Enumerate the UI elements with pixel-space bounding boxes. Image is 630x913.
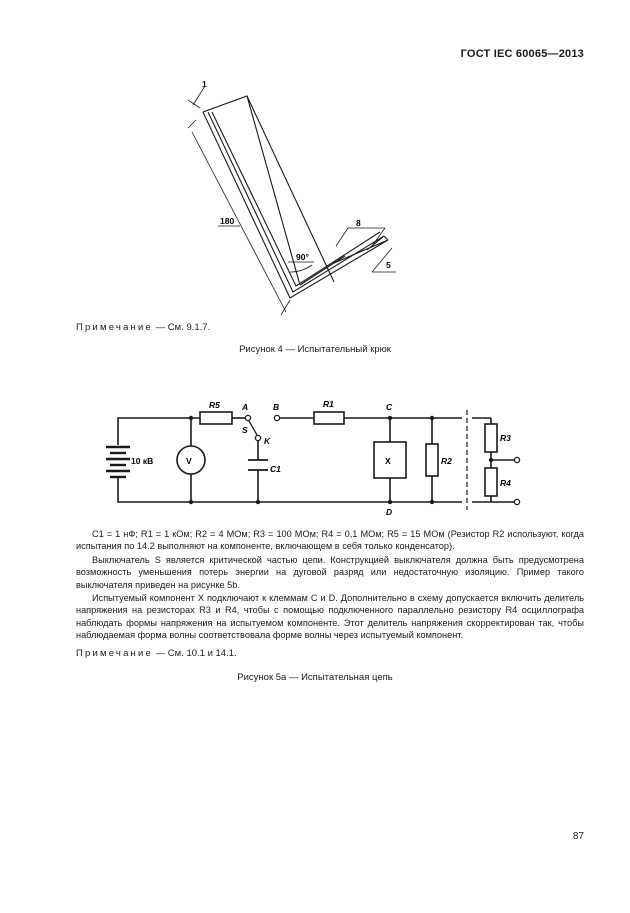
label-source: 10 кВ bbox=[131, 456, 154, 466]
label-r4: R4 bbox=[500, 478, 511, 488]
label-v: V bbox=[186, 456, 192, 466]
label-d: D bbox=[386, 507, 393, 517]
label-r3: R3 bbox=[500, 433, 511, 443]
figure5a-note bbox=[76, 648, 237, 659]
figure4-note bbox=[76, 322, 210, 333]
figure4-caption: Рисунок 4 — Испытательный крюк bbox=[239, 344, 391, 355]
figure5a-caption: Рисунок 5а — Испытательная цепь bbox=[237, 672, 393, 683]
component-values-text: C1 = 1 нФ; R1 = 1 кОм; R2 = 4 МОм; R3 = 100 МОм; R4 = 0,1 МОм; R5 = 15 МОм (Резистор R2 используют, когда испытания по 14.2 выполняют на компоненте, включающем в себя только конденсатор). bbox=[76, 529, 584, 552]
label-r2: R2 bbox=[441, 456, 452, 466]
label-c1: C1 bbox=[270, 464, 281, 474]
page-number: 87 bbox=[572, 831, 584, 842]
label-s: S bbox=[242, 425, 248, 435]
figure5a-circuit bbox=[100, 395, 540, 520]
label-b: B bbox=[273, 402, 280, 412]
label-a: A bbox=[242, 402, 249, 412]
hook-angle-label: 90° bbox=[296, 252, 309, 262]
component-description-text: Испытуемый компонент X подключают к клеммам C и D. Дополнительно в схему допускается включить делитель напряжения на резисторах R3 и R4, чтобы с помощью подключенного параллельно резистору R4 осциллографа наблюдать формы напряжения на испытуемом компоненте. Этот делитель напряжения скорректирован так, чтобы наблюдаемая форма волны соответствовала форме волны через испытуемый компонент. bbox=[76, 593, 584, 640]
hook-length-label: 180 bbox=[220, 216, 235, 226]
note-prefix: Примечание bbox=[76, 322, 153, 333]
hook-thickness-label: 5 bbox=[386, 260, 391, 270]
switch-description-text: Выключатель S является критической частью цепи. Конструкцией выключателя должна быть предусмотрена возможность уменьшения потерь энергии на дуговой разряд или недостаточную изоляцию. Пример такого выключателя приведен на рисунке 5b. bbox=[76, 555, 584, 590]
note-text: — См. 10.1 и 14.1. bbox=[153, 648, 237, 659]
standard-header: ГОСТ IEC 60065—2013 bbox=[460, 48, 584, 60]
label-r1: R1 bbox=[323, 399, 334, 409]
hook-width-label: 8 bbox=[356, 218, 361, 228]
note-text: — См. 9.1.7. bbox=[153, 322, 211, 333]
note-prefix: Примечание bbox=[76, 648, 153, 659]
label-k: K bbox=[264, 436, 271, 446]
hook-callout-label: 1 bbox=[202, 79, 207, 89]
label-r5: R5 bbox=[209, 400, 220, 410]
label-c: C bbox=[386, 402, 393, 412]
label-x: X bbox=[385, 456, 391, 466]
figure4-hook-drawing bbox=[180, 76, 410, 321]
